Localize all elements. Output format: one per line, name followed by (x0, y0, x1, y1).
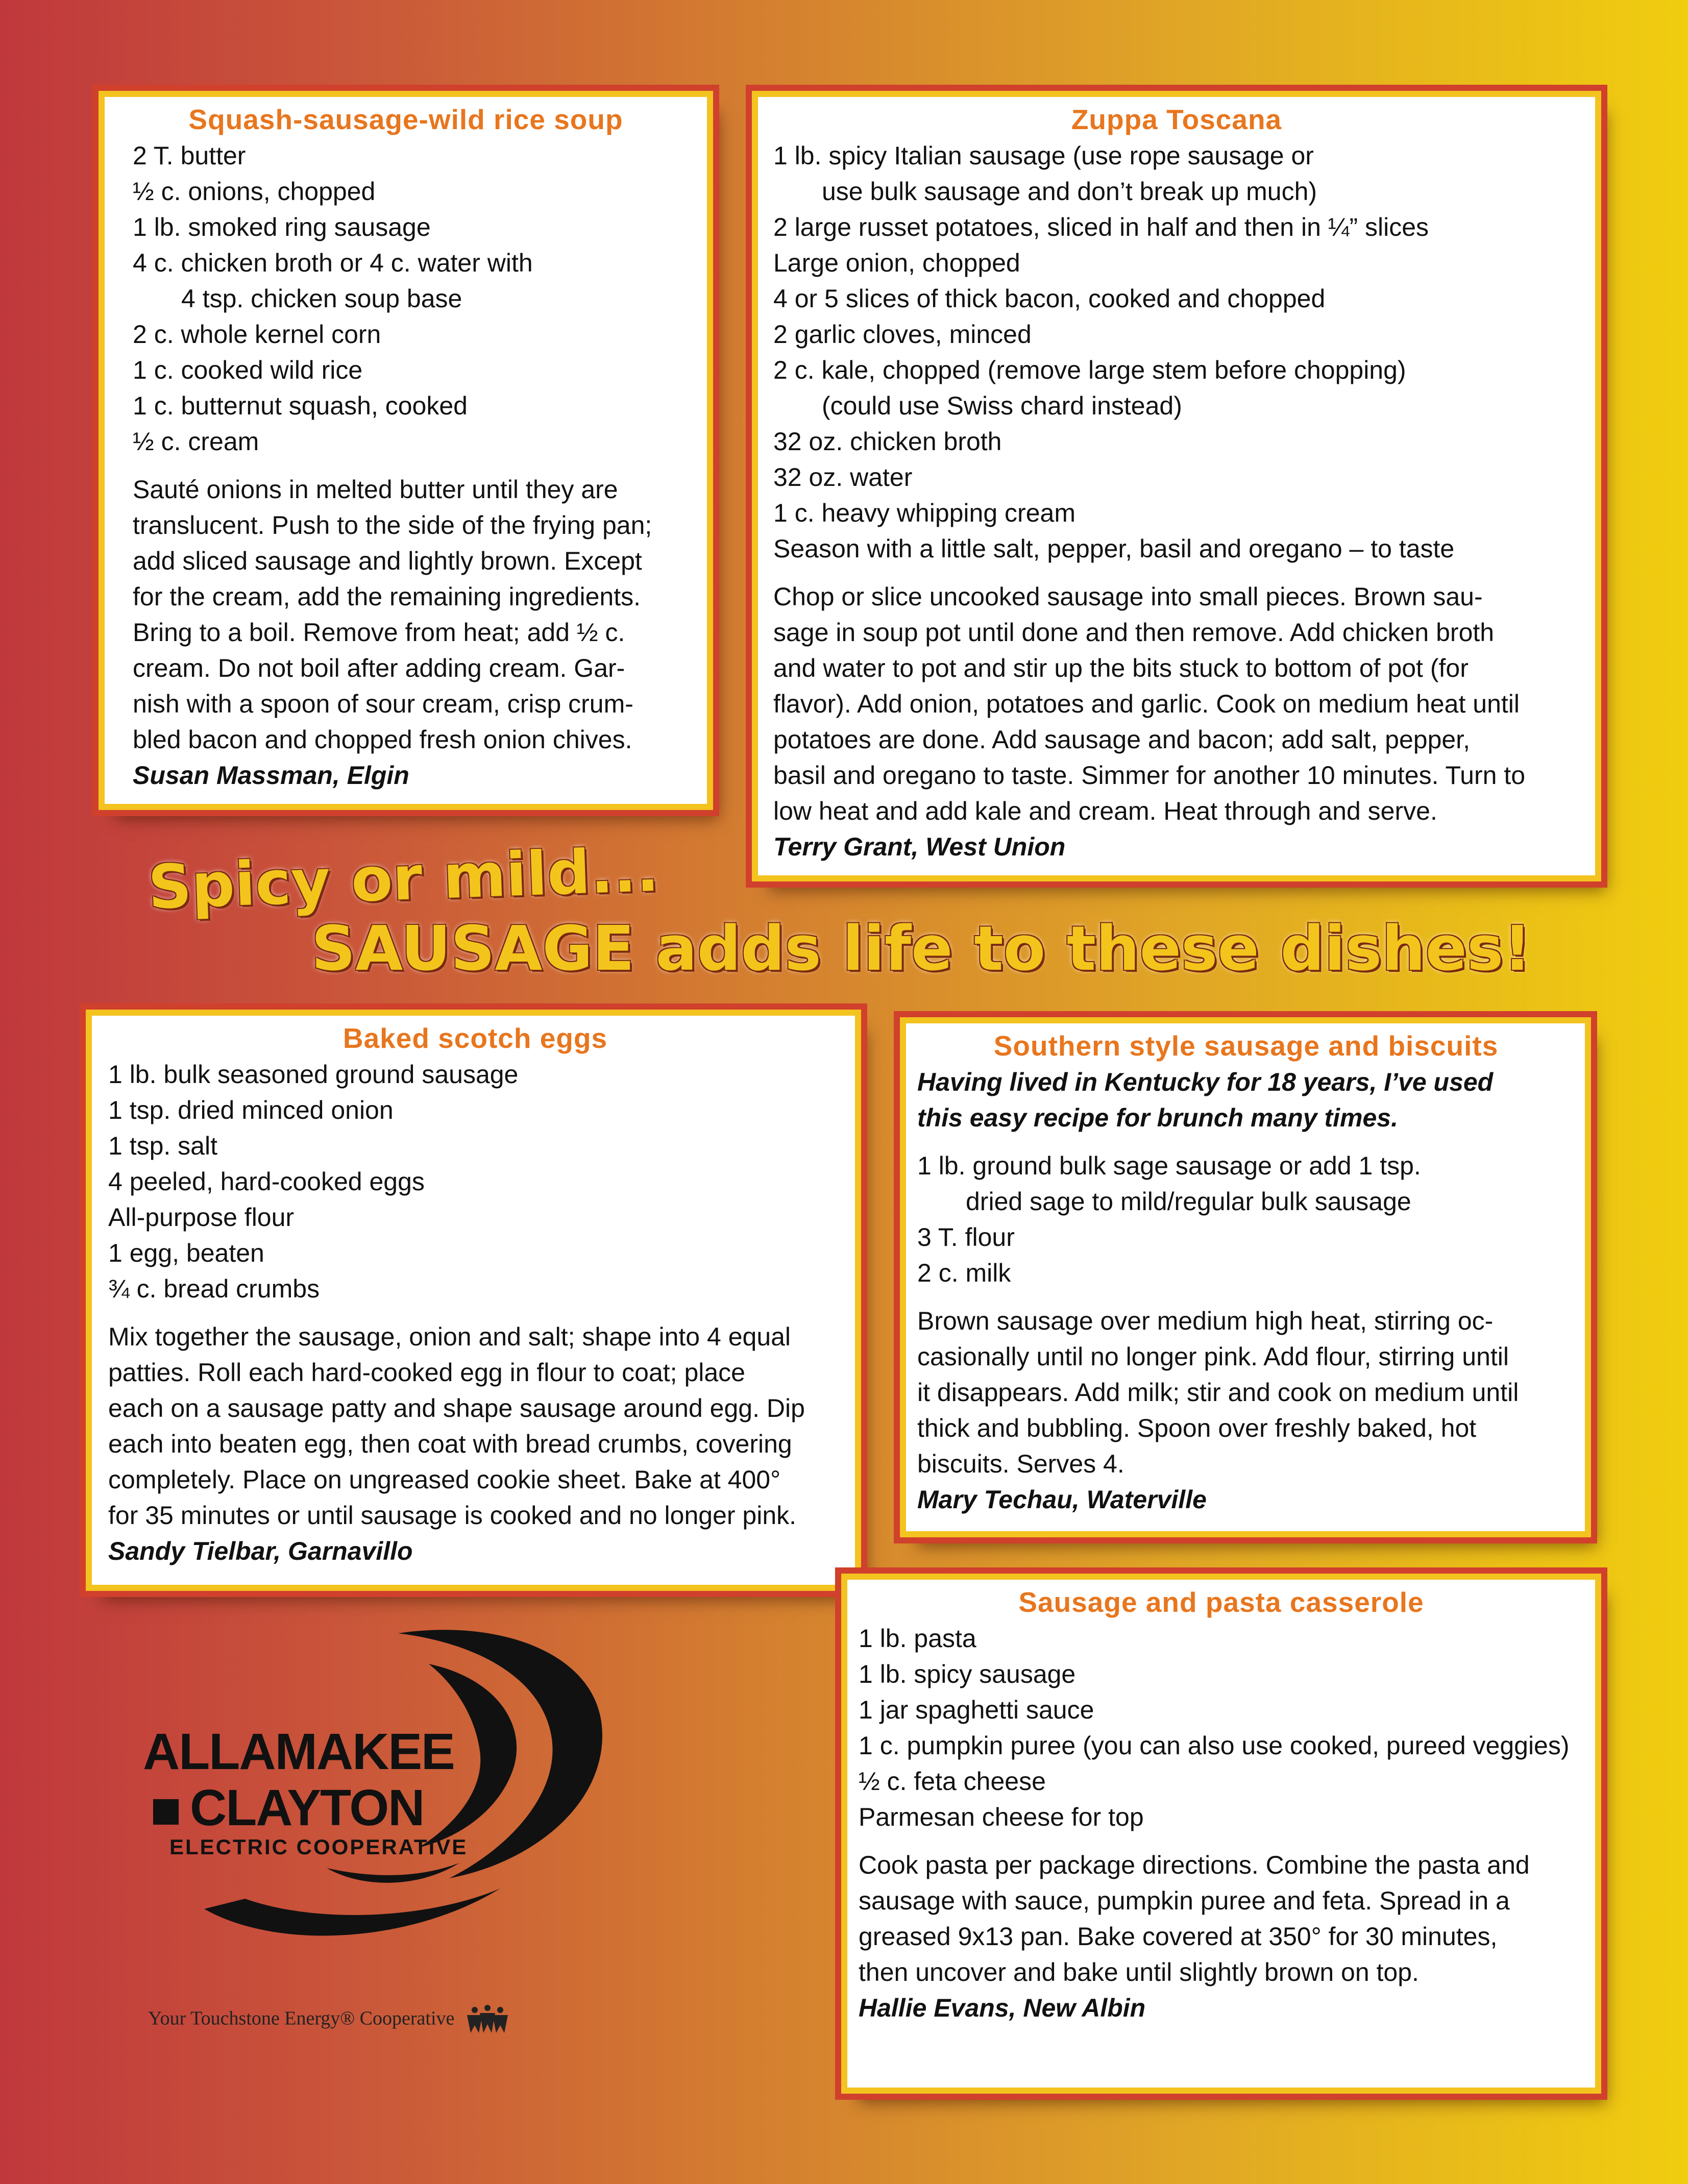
ingredient: 1 lb. bulk seasoned ground sausage (108, 1060, 519, 1089)
direction-line: each on a sausage patty and shape sausage around egg. Dip (108, 1394, 805, 1422)
ingredient: All-purpose flour (108, 1203, 295, 1232)
direction-line: cream. Do not boil after adding cream. Gar- (133, 654, 625, 682)
ingredient: 4 or 5 slices of thick bacon, cooked and chopped (773, 284, 1326, 313)
direction-line: sausage with sauce, pumpkin puree and feta. Spread in a (859, 1886, 1510, 1915)
recipe-author: Sandy Tielbar, Garnavillo (108, 1537, 413, 1565)
ingredient: ½ c. feta cheese (859, 1767, 1046, 1796)
recipe-card-southern-biscuits (906, 1023, 1585, 1531)
ingredient: 1 lb. spicy Italian sausage (use rope sausage or (773, 141, 1314, 170)
direction-line: for the cream, add the remaining ingredients. (133, 582, 641, 611)
direction-line: Bring to a boil. Remove from heat; add ½ c. (133, 618, 625, 647)
ingredient: ½ c. onions, chopped (133, 177, 376, 206)
direction-line: biscuits. Serves 4. (917, 1450, 1124, 1478)
recipe-card-zuppa-toscana (758, 97, 1595, 875)
recipe-author: Mary Techau, Waterville (917, 1485, 1207, 1514)
directions (773, 579, 1580, 829)
direction-line: each into beaten egg, then coat with bread crumbs, covering (108, 1430, 792, 1458)
ingredients-list (859, 1621, 1584, 1835)
ingredient: (could use Swiss chard instead) (822, 391, 1182, 420)
ingredient: ½ c. cream (133, 427, 259, 456)
ingredient: 1 c. pumpkin puree (you can also use cooked, pureed veggies) (859, 1731, 1570, 1760)
recipe-intro (917, 1064, 1575, 1136)
logo-text-allamakee: ALLAMAKEE (143, 1723, 454, 1780)
direction-line: Chop or slice uncooked sausage into small pieces. Brown sau- (773, 582, 1483, 611)
ingredients-list (773, 138, 1580, 567)
ingredient: Season with a little salt, pepper, basil and oregano – to taste (773, 534, 1455, 563)
recipe-title: Squash-sausage-wild rice soup (188, 104, 623, 135)
recipe-card-squash-soup (105, 97, 707, 804)
ingredient: 4 tsp. chicken soup base (181, 284, 462, 313)
directions (917, 1303, 1575, 1482)
direction-line: patties. Roll each hard-cooked egg in flour to coat; place (108, 1358, 745, 1387)
recipe-title: Zuppa Toscana (1071, 104, 1282, 135)
ingredients-list (133, 138, 679, 459)
direction-line: bled bacon and chopped fresh onion chives. (133, 725, 632, 754)
direction-line: greased 9x13 pan. Bake covered at 350° for 30 minutes, (859, 1922, 1498, 1951)
ingredient: 1 c. butternut squash, cooked (133, 391, 468, 420)
ingredient: 2 T. butter (133, 141, 246, 170)
direction-line: Cook pasta per package directions. Combine the pasta and (859, 1851, 1530, 1879)
ingredient: 4 c. chicken broth or 4 c. water with (133, 249, 533, 277)
ingredient: use bulk sausage and don’t break up much) (822, 177, 1317, 206)
ingredient: 1 tsp. salt (108, 1132, 217, 1160)
recipe-author: Hallie Evans, New Albin (859, 1994, 1146, 2022)
cooperative-logo (143, 1623, 628, 1950)
touchstone-tagline (148, 2005, 510, 2035)
logo-text-clayton (153, 1779, 424, 1837)
direction-line: translucent. Push to the side of the frying pan; (133, 511, 652, 539)
headline-line-2: SAUSAGE adds life to these dishes! (311, 914, 1531, 985)
recipe-title: Baked scotch eggs (343, 1022, 608, 1054)
ingredient: 3 T. flour (917, 1223, 1015, 1251)
direction-line: Mix together the sausage, onion and salt; shape into 4 equal (108, 1322, 791, 1351)
ingredient: 1 tsp. dried minced onion (108, 1096, 394, 1124)
headline-line-1: Spicy or mild... (146, 834, 660, 923)
ingredient: Parmesan cheese for top (859, 1803, 1144, 1831)
ingredient: 2 c. whole kernel corn (133, 320, 381, 349)
direction-line: it disappears. Add milk; stir and cook on medium until (917, 1378, 1519, 1407)
touchstone-people-icon (464, 2005, 510, 2035)
ingredient: 32 oz. water (773, 463, 913, 492)
ingredient: dried sage to mild/regular bulk sausage (966, 1187, 1411, 1216)
direction-line: then uncover and bake until slightly brown on top. (859, 1958, 1419, 1986)
ingredient: 1 c. heavy whipping cream (773, 499, 1075, 527)
ingredient: 4 peeled, hard-cooked eggs (108, 1167, 425, 1196)
direction-line: basil and oregano to taste. Simmer for another 10 minutes. Turn to (773, 761, 1526, 790)
ingredient: 1 jar spaghetti sauce (859, 1696, 1094, 1724)
ingredient: 1 lb. smoked ring sausage (133, 213, 431, 241)
ingredient: Large onion, chopped (773, 249, 1020, 277)
direction-line: flavor). Add onion, potatoes and garlic. Cook on medium heat until (773, 690, 1520, 718)
direction-line: Sauté onions in melted butter until they are (133, 475, 618, 504)
recipe-author: Terry Grant, West Union (773, 832, 1066, 861)
ingredient: 1 egg, beaten (108, 1239, 264, 1267)
ingredient: 1 lb. spicy sausage (859, 1660, 1076, 1688)
recipe-card-pasta-casserole (847, 1580, 1595, 2088)
ingredient: 2 c. milk (917, 1259, 1011, 1287)
intro-line: this easy recipe for brunch many times. (917, 1103, 1398, 1132)
recipe-title: Sausage and pasta casserole (1018, 1586, 1424, 1618)
ingredients-list (917, 1148, 1575, 1291)
ingredient: ¾ c. bread crumbs (108, 1274, 320, 1303)
direction-line: Brown sausage over medium high heat, stirring oc- (917, 1307, 1494, 1335)
direction-line: sage in soup pot until done and then remove. Add chicken broth (773, 618, 1495, 647)
direction-line: and water to pot and stir up the bits stuck to bottom of pot (for (773, 654, 1469, 682)
direction-line: potatoes are done. Add sausage and bacon; add salt, pepper, (773, 725, 1470, 754)
recipe-title: Southern style sausage and biscuits (993, 1030, 1499, 1062)
direction-line: casionally until no longer pink. Add flour, stirring until (917, 1342, 1509, 1371)
logo-text-electric-coop: ELECTRIC COOPERATIVE (169, 1835, 468, 1859)
directions (108, 1319, 842, 1533)
directions (133, 472, 679, 757)
ingredient: 2 c. kale, chopped (remove large stem before chopping) (773, 356, 1406, 384)
ingredients-list (108, 1057, 842, 1307)
ingredient: 32 oz. chicken broth (773, 427, 1002, 456)
direction-line: completely. Place on ungreased cookie sheet. Bake at 400° (108, 1465, 781, 1494)
ingredient: 2 large russet potatoes, sliced in half and then in ¼” slices (773, 213, 1429, 241)
intro-line: Having lived in Kentucky for 18 years, I’ve used (917, 1068, 1494, 1096)
recipe-card-scotch-eggs (92, 1016, 855, 1585)
direction-line: low heat and add kale and cream. Heat through and serve. (773, 797, 1437, 825)
ingredient: 1 lb. ground bulk sage sausage or add 1 tsp. (917, 1151, 1421, 1180)
tagline-text: Your Touchstone Energy® Cooperative (148, 2007, 455, 2029)
direction-line: for 35 minutes or until sausage is cooked and no longer pink. (108, 1501, 797, 1530)
recipe-author: Susan Massman, Elgin (133, 761, 409, 790)
ingredient: 1 lb. pasta (859, 1624, 976, 1653)
direction-line: nish with a spoon of sour cream, crisp crum- (133, 690, 633, 718)
logo-text-clayton-word: CLAYTON (190, 1779, 424, 1836)
ingredient: 2 garlic cloves, minced (773, 320, 1032, 349)
directions (859, 1847, 1584, 1990)
direction-line: add sliced sausage and lightly brown. Except (133, 547, 642, 575)
direction-line: thick and bubbling. Spoon over freshly baked, hot (917, 1414, 1477, 1442)
ingredient: 1 c. cooked wild rice (133, 356, 363, 384)
